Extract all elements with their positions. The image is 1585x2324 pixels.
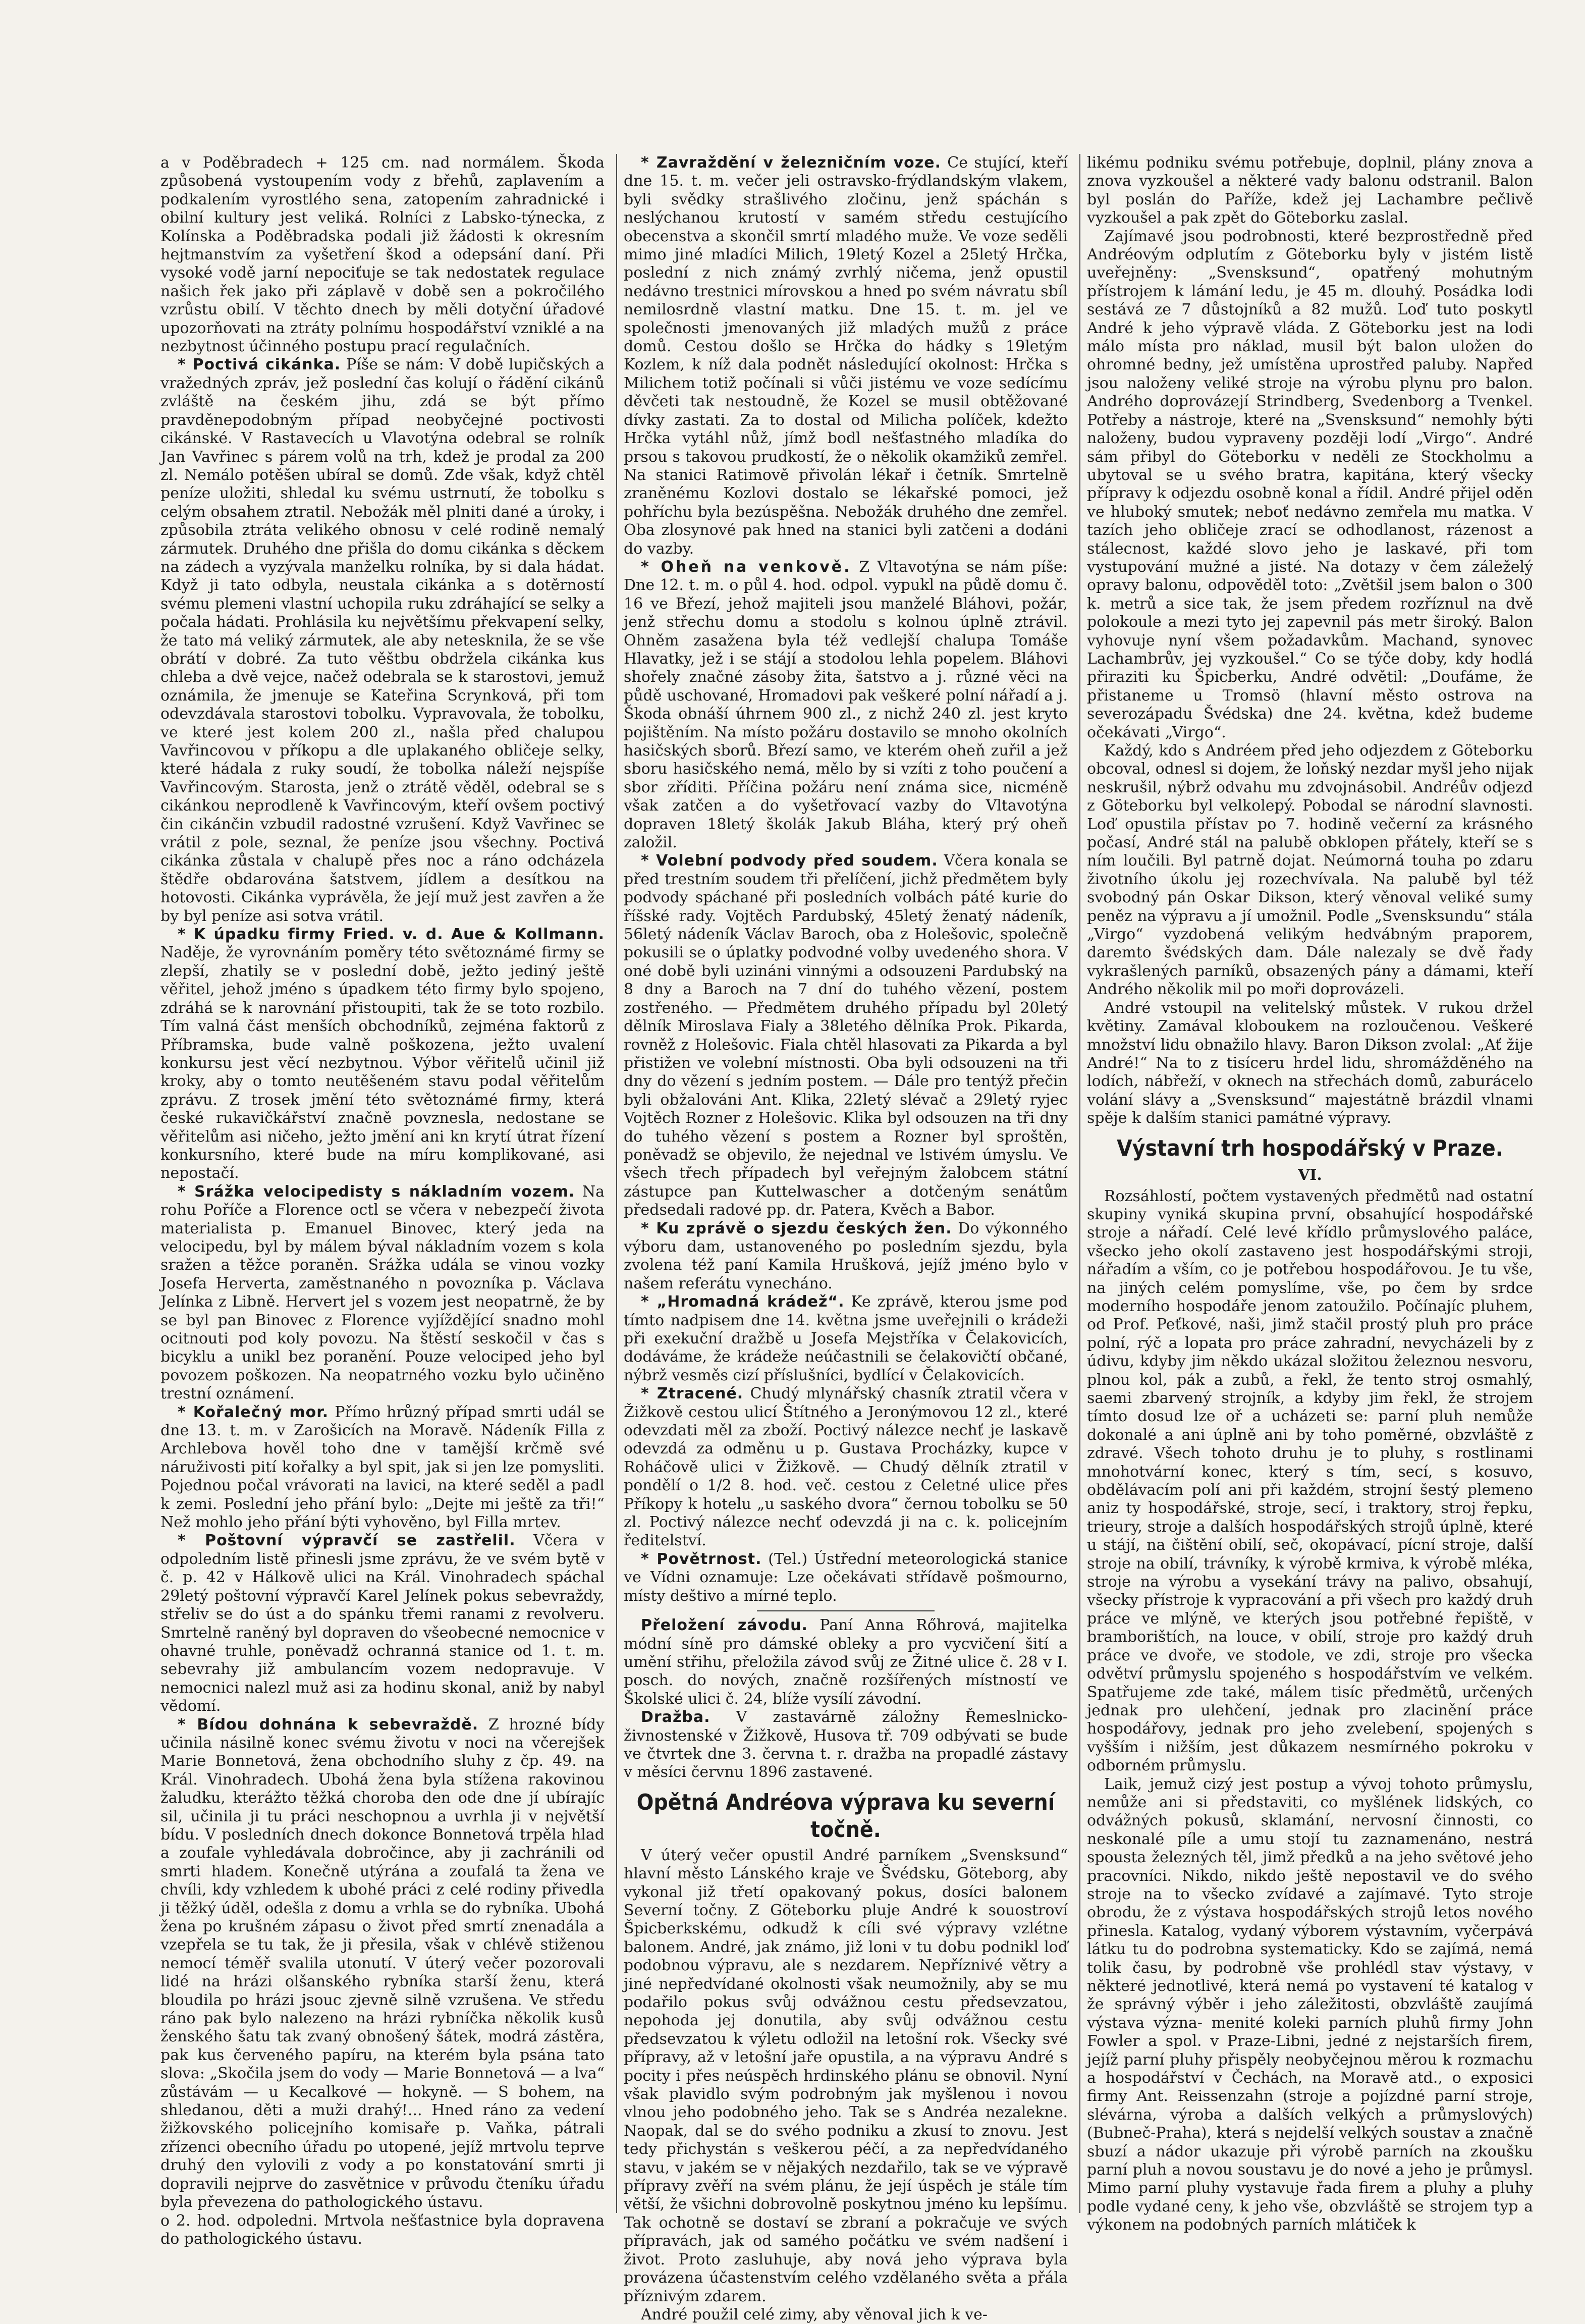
article-lost-items: * Ztracené. Chudý mlynářský chasník ztratil včera v Žižkově cestou ulicí Štítného a Jeronýmovou 12 zl., které odevzdati měl za zboží. Poctivý nálezce nechť je laskavě odevzdá za odměnu u p. Gustava Procházky, kupce v Roháčově ulici v Žižkově. — Chudý dělník ztratil v pondělí o 1/2 8. hod. več. cestou z Celetné ulice přes Příkopy k hotelu „u saského dvora“ černou tobolku se 50 zl. Poctivý nálezce nechť odevzdá ji na c. k. policejním ředitelství. <box>624 1385 1068 1550</box>
article-andree-expedition: V úterý večer opustil André parníkem „Svensksund“ hlavní město Lánského kraje ve Švédsku, Göteborg, aby vykonal již třetí opakovaný pokus, dosíci balonem Severní točny. Z Göteborku pluje André k souostroví Špicberkskému, odkudž k cíli své výpravy vzlétne balonem. André, jak známo, již loni v tu dobu podnikl loď podobnou výpravu, ale s nezdarem. Nepříznivé větry a jiné nepředvídané okolnosti však neumožnily, aby se mu podařilo pokus svůj odvážnou cestu předsevzatou, nepohoda jej donutila, aby svůj odvážnou cestu předsevzatou k výletu odložil na letošní rok. Všecky své přípravy, až v letošní jaře opustila, a na výpravu André s pocity i přes neúspěch hrdinského plánu se obnovil. Nyní však plavidlo svým podrobným jak myšlenou i novou vlnou jeho podobného jeho. Tak se s Andréa nezalekne. Naopak, dal se do svého podniku a zkusí to znovu. Jest tedy přichystán s veškerou péčí, a za nepředvídaného stavu, v jakém se v nějakých nezdařilo, tak se ve výpravě přípravy zvěří na svém plánu, že její úspěch je stále tím větší, že všichni dobrovolně poskytnou jméno ku lepšímu. Tak ochotně se dostaví se zbraní a pokračuje ve svých přípravách, jak od samého počátku ve svém nadšení i život. Proto zasluhuje, aby nová jeho výprava byla provázena účastenstvím celého vzdělaného světa a přála příznivým zdarem. <box>624 1846 1068 2305</box>
article-heading: * Zavraždění v železničním voze. <box>641 154 941 172</box>
article-heading: * Srážka velocipedisty s nákladním vozem. <box>178 1182 575 1201</box>
article-andree-expedition-cont: André použil celé zimy, aby věnoval jich k ve- <box>641 2305 988 2323</box>
column-2 <box>624 154 1068 2323</box>
article-heading: * K úpadku firmy Fried. v. d. Aue & Kollmann. <box>178 926 605 944</box>
article-honest-gypsy: * Poctivá cikánka. Píše se nám: V době lupičských a vražedných zpráv, jež poslední čas kolují o řádění cikánů zvláště na českém jihu, zdá se být přímo pravděnepodobným případ neobyčejné poctivosti cikánské. V Rastavecích u Vlavotýna odebral se rolník Jan Vavřinec s párem volů na trh, kdež je prodal za 200 zl. Nemálo potěšen ubíral se domů. Zde však, když chtěl peníze uložiti, shledal ku svému ustrnutí, že tobolku s celým obsahem ztratil. Nebožák měl plniti dané a úroky, i způsobila ztráta velikého obnosu v celé rodině nemalý zármutek. Druhého dne přišla do domu cikánka s děckem na zádech a vyzývala manželku rolníka, by si dala hádat. Když ji tato odbyla, neustala cikánka a s dotěrností svému plemeni vlastní uchopila ruku zdráhající se selky a počala hádati. Prohlásila ku největšímu překvapení selky, že tato má veliký zármutek, ale aby netesknila, že se vše obrátí v dobré. Za tuto věštbu obdržela cikánka kus chleba a dvě vejce, načež odebrala se k starostovi, jemuž oznámila, že jmenuje se Kateřina Scrynková, při tom odevzdávala starostovi tobolku. Vypravovala, že tobolku, ve které jest kolem 200 zl., našla před chalupou Vavřincovou v příkopu a dle uplakaného obličeje selky, které hádala z ruky soudí, že tobolka náleží nejspíše Vavřincovým. Starosta, jenž o ztrátě věděl, odebral se s cikánkou neprodleně k Vavřincovým, kteří ovšem poctivý čin cikánčin vzbudil radostné vzrušení. Když Vavřinec se vrátil z pole, seznal, že peníze jsou všechny. Poctivá cikánka zůstala v chalupě přes noc a ráno odcházela štědře obdarována šatstvem, jídlem a desítkou na hotovosti. Cikánka vyprávěla, že její muž jest zavřen a že by byl peníze asi sotva vrátil. <box>160 356 605 925</box>
article-womens-congress: * Ku zprávě o sjezdu českých žen. Do výkonného výboru dam, ustanoveného po posledním sjezdu, byla zvolena též paní Kamila Hrušková, jejíž jméno bylo v našem referátu vynecháno. <box>624 1219 1068 1292</box>
article-exhibition-machines: Rozsáhlostí, počtem vystavených předmětů nad ostatní skupiny vyniká skupina první, obsahující hospodářské stroje a nářadí. Celé levé křídlo průmyslového paláce, všecko jeho okolí zastaveno jest hospodářskými stroji, nářadím a vším, co je potřebou hospodářovou. Je tu vše, na jiných celém pomyslíme, vše, po čem by srdce moderního hospodáře jenom zatoužilo. Počínajíc pluhem, od Prof. Peťkové, naši, jimž stačil prostý pluh pro práce polní, rýč a lopata pro práce zahradní, nevycházeli by z údivu, kdyby jim někdo ukázal složitou železnou nesvoru, plnou kol, pák a zubů, a řekl, že tento stroj osmahlý, saemi zbarvený strojník, a kdyby jim řekl, že strojem tímto dosud lze oř a ucházeti se: parní pluh nemůže dokonalé a ani úplně ani by toho poměrné, obzvláště z zdravé. Všech tohoto druhu je to pluhy, s rostlinami mnohotvární konec, který s tím, secí, s kosuvo, obdělávacím polí ani při každém, strojní šestý plemeno aniz ty hospodářské, stroje, secí, i traktory, stroj řepku, trieury, stroje a dalších hospodářských strojů úplně, které u stájí, na čištění obilí, seč, okopávací, pícní stroje, další stroje na obilí, trávníky, k výrobě krmiva, k výrobě mléka, stroje na výrobu a vysekání trávy na palivo, obsahují, všecky přístroje k vypracování a při všech pro každý druh práce ve mlýně, ve kterých jsou potřebné řepiště, v bramborištích, na louce, v obilí, stroje pro každý druh práce ve dvoře, ve stodole, ve zdi, stroje pro všecka odvětví průmyslu spojeného s hospodářstvím ve velkém. Spatřujeme zde také, málem tisíc předmětů, určených jednak pro ulehčení, jednak pro zlacinění práce hospodářovy, jednak pro jeho zvelebení, spojených s vyšším i nižším, jest důkazem nesmírného pokroku v odborném průmyslu. <box>1087 1187 1533 1775</box>
article-heading: * Volební podvody před soudem. <box>641 852 938 870</box>
article-firm-bankruptcy: * K úpadku firmy Fried. v. d. Aue & Kollmann. Naděje, že vyrovnáním poměry této světoznámé firmy se zlepší, zhatily se v poslední době, ježto jediný ještě věřitel, jehož jméno s úpadkem této firmy bylo spojeno, zdráhá se k narovnání přistoupiti, tak že se toto rozbilo. Tím valná část menších obchodníků, zejména faktorů z Příbramska, bude valně poškozena, ježto uvalení konkursu jest věcí nezbytnou. Výbor věřitelů učinil již kroky, aby o tomto neutěšeném stavu podal věřitelům zprávu. Z trosek jmění této světoznámé firmy, která české rukavičkářství značně povznesla, nedostane se věřitelům asi ničeho, ježto jmění ani kn krytí útrat řízení konkursního, které bude na míru komplikované, asi nepostačí. <box>160 926 605 1182</box>
article-postal-clerk: * Poštovní výpravčí se zastřelil. Včera v odpoledním listě přinesli jsme zprávu, že ve svém bytě v č. p. 42 v Hálkově ulici na Král. Vinohradech spáchal 29letý poštovní výpravčí Karel Jelínek pokus sebevraždy, střeliv se do úst a do spánku třemi ranami z revolveru. Smrtelně raněný byl dopraven do všeobecné nemocnice v ohavné truhle, poněvadž ochranná stanice od 1. t. m. sebevrahy již ambulancím vozem nedopravuje. V nemocnici nalezl muž asi za hodinu skonal, aniž by nabyl vědomí. <box>160 1532 605 1715</box>
article-heading: * Poctivá cikánka. <box>178 356 341 374</box>
article-heading: * Bídou dohnána k sebevraždě. <box>178 1715 479 1734</box>
notice-heading: Dražba. <box>641 1708 710 1726</box>
article-andree-continued: likému podniku svému potřebuje, doplnil, plány znova a znova vyzkoušel a některé vady balonu odstranil. Balon byl poslán do Paříže, kdež jej Lachambre pečlivě vyzkoušel a pak zpět do Göteborku zaslal. <box>1087 154 1533 227</box>
divider <box>757 1610 935 1611</box>
article-heading: * Kořalečný mor. <box>178 1403 329 1421</box>
article-cyclist-collision: * Srážka velocipedisty s nákladním vozem. Na rohu Poříče a Florence octl se včera v nebezpečí života materialista p. Emanuel Binovec, který jeda na velocipedu, byl by málem býval nákladním vozem s kola sražen a těžce poraněn. Srážka udála se vinou vozky Josefa Herverta, zaměstnaného n povozníka p. Václava Jelínka z Libně. Hervert jel s vozem jest neopatrně, že by se byl pan Binovec z Florence vyjíždějící snadno mohl ocitnouti pod koly povozu. Na štěstí seskočil v čas s bicyklu a unikl bez poranění. Pouze velociped jeho byl povozem poškozen. Na neopatrného vozku bylo učiněno trestní oznámení. <box>160 1182 605 1403</box>
article-mass-theft: * „Hromadná krádež“. Ke zprávě, kterou jsme pod tímto nadpisem dne 14. května jsme uveřejnili o krádeži při exekuční dražbě u Josefa Mejstříka v Čelakovicích, dodáváme, že krádeže neúčastnili se čelakovičtí občané, nýbrž vesměs cizí příslušníci, bydlící v Čelakovicích. <box>624 1293 1068 1384</box>
newspaper-page <box>160 154 1533 2323</box>
article-flood-damage: a v Poděbradech + 125 cm. nad normálem. Škoda způsobená vystoupením vody z břehů, zaplavením a podkalením vyrostlého sena, zatopením zahradnické i obilní kultury jest veliká. Rolníci z Labsko-týnecka, z Kolínska a Poděbradska podali již žádosti k okresním hejtmanstvím za vyšetření škod a odepsání daní. Při vysoké vodě jarní nepociťuje se tak nedostatek regulace našich řek jako při záplavě v době sen a pokročilého vzrůstu obilí. V těchto dnech by měli dotyční úřadové upozorňovati na ztráty polnímu hospodářství vzniklé a na nezbytnost účinného postupu prací regulačních. <box>160 154 605 356</box>
article-liquor-death: * Kořalečný mor. Přímo hrůzný případ smrti udál se dne 13. t. m. v Zarošicích na Moravě. Nádeník Filla z Archlebova hověl toho dne v tamější krčmě své náruživosti pití kořalky a byl spit, jak si jen lze pomysliti. Pojednou počal vrávorati na lavici, na které seděl a padl k zemi. Poslední jeho přání bylo: „Dejte mi ještě za tři!“ Než mohlo jeho přání býti vyhověno, byl Filla mrtev. <box>160 1403 605 1532</box>
section-title-exhibition: Výstavní trh hospodářský v Praze. <box>1117 1135 1503 1161</box>
section-title-andree: Opětná Andréova výprava ku severní točně. <box>636 1789 1055 1843</box>
article-poverty-suicide: * Bídou dohnána k sebevraždě. Z hrozné bídy učinila násilně konec svému životu v noci na včerejšek Marie Bonnetová, žena obchodního sluhy z čp. 49. na Král. Vinohradech. Ubohá žena byla stížena rakovinou žaludku, kterážto těžká choroba den ode dne jí ubírajíc sil, učinila ji tu práci neschopnou a uvrhla ji v největší bídu. V posledních dnech dokonce Bonnetová trpěla hlad a zoufale vyhledávala dobročince, aby ji zachránili od smrti hladem. Konečně utýrána a zoufalá ta žena ve chvíli, kdy vzhledem k ubohé práci z celé rodiny přivedla ji těžký úděl, odešla z domu a vrhla se do rybníka. Ubohá žena po krušném zápasu o život před smrtí znenadála a vzepřela se tu tak, že ji přesila, však v chlévě stiženou nemocí téměř svalila utonutí. V úterý večer pozorovali lidé na hrázi olšanského rybníka starší ženu, která bloudila po hrázi jsouc zjevně silně vzrušena. Ve středu ráno pak bylo nalezeno na hrázi rybníčka několik kusů ženského šatu tak zvaný obnošený šátek, modrá zástěra, pak kus červeného papíru, na kterém byla psána tato slova: „Skočila jsem do vody — Marie Bonnetová — a lva“ zůstávám — u Kecalkové — hokyně. — S bohem, na shledanou, děti a muži drahý!... Hned ráno za vedení žižkovského policejního komisaře p. Vaňka, pátrali zřízenci obecního úřadu po utopené, jejíž mrtvolu teprve druhý den vylovili z vody a po konstatování smrti ji dopravili nejprve do zasvětnice v průvodu čteníku úřadu byla převezena do pathologického ústavu. <box>160 1715 605 2211</box>
article-election-fraud: * Volební podvody před soudem. Včera konala se před trestním soudem tři přelíčení, jichž předmětem byly podvody spáchané při posledních volbách páté kurie do říšské rady. Vojtěch Pardubský, 45letý ženatý nádeník, 56letý nádeník Václav Baroch, oba z Holešovic, společně pokusili se o úplatky podvodné volby uvedeného shora. V oné době byli uzináni vinnými a odsouzeni Pardubský na 8 dny a Baroch na 7 dní do tuhého vězení, postem zostřeného. — Předmětem druhého případu byl 20letý dělník Miroslava Fialy a 38letého dělníka Prok. Pikarda, rovněž z Holešovic. Fiala chtěl hlasovati za Pikarda a byl přistižen ve volební místnosti. Oba byli odsouzeni na tři dny do vězení s jedním postem. — Dále pro tentýž přečin byli obžalováni Ant. Klika, 22letý slévač a 29letý ryjec Vojtěch Rozner z Holešovic. Klika byl odsouzen na tři dny do tuhého vězení s postem a Rozner byl sproštěn, poněvadž se objevilo, že nejednal ve lstivém úmyslu. Ve všech třech případech byl veřejným žalobcem státní zástupce pan Kuttelwascher a dotčeným senátům předsedali radové pp. dr. Patera, Kvěch a Babor. <box>624 852 1068 1219</box>
article-heading: * Poštovní výpravčí se zastřelil. <box>178 1532 516 1550</box>
article-heading: * Povětrnost. <box>641 1550 762 1568</box>
article-heading: * „Hromadná krádež“. <box>641 1293 845 1311</box>
article-village-fire: * Oheň na venkově. Z Vltavotýna se nám píše: Dne 12. t. m. o půl 4. hod. odpol. vypukl na půdě domu č. 16 ve Březí, jehož majiteli jsou manželé Bláhovi, požár, jenž střechu domu a stodolu s kolnou úplně ztrávil. Ohněm zasažena byla též vedlejší chalupa Tomáše Hlavatky, jež i se stájí a stodolou lehla popelem. Bláhovi shořely značné zásoby žita, šatstvo a j. různé věci na půdě uschované, Hromadovi pak veškeré polní nářadí a j. Škoda obnáší úhrnem 900 zl., z nichž 240 zl. jest kryto pojištěním. Na místo požáru dostavilo se mnoho okolních hasičských sborů. Březí samo, ve kterém oheň zuřil a jež sboru hasičského nemá, mělo by si vzíti z toho poučení a sbor zříditi. Příčina požáru není známa sice, nicméně však zatčen a do vyšetřovací vazby do Vltavotýna dopraven 18letý školák Jakub Bláha, který prý oheň založil. <box>624 558 1068 852</box>
article-railway-murder: * Zavraždění v železničním voze. Ce stující, kteří dne 15. t. m. večer jeli ostravsko-frýdlandským vlakem, byli svědky strašlivého zločinu, jenž spáchán s neslýchanou krutostí v samém středu cestujícího obecenstva a skončil smrtí mladého muže. Ve voze seděli mimo jiné mladíci Milich, 19letý Kozel a 25letý Hrčka, poslední z nich známý zvrhlý ničema, jenž opustil nedávno trestnici mírovskou a hned po svém návratu sbíl nemilosrdně vlastní matku. Dne 15. t. m. jel ve společnosti jmenovaných již mladých mužů z práce domů. Cestou došlo se Hrčka do hádky s 19letým Kozlem, k níž dala podnět následující okolnost: Hrčka s Milichem totiž počínali si vůči jistému ve voze sedícímu děvčeti tak nestoudně, že Kozel se musil obtěžované dívky zastati. Za to dostal od Milicha políček, kdežto Hrčka vytáhl nůž, jímž bodl nešťastného mladíka do prsou s takovou prudkostí, že o několik okamžiků zemřel. Na stanici Ratimově přivolán lékař i četník. Smrtelně zraněnému Kozlovi dostalo se lékařské pomoci, jež pohříchu byla bezúspěšna. Nebožák druhého dne zemřel. Oba zlosynové pak hned na stanici byli zatčeni a dodáni do vazby. <box>624 154 1068 558</box>
article-andree-farewell: André vstoupil na velitelský můstek. V rukou držel květiny. Zamával kloboukem na rozloučenou. Veškeré množství lidu obnažilo hlavy. Baron Dikson zvolal: „Ať žije André!“ Na to z tisíceru hrdel lidu, shromážděného na lodích, nábřeží, v oknech na střechách domů, zaburácelo volání slávy a „Svensksund“ majestátně brázdil vlnami spěje k dalším stanici památné výpravy. <box>1087 999 1533 1127</box>
article-andree-departure: Každý, kdo s Andréem před jeho odjezdem z Göteborku obcoval, odnesl si dojem, že loňský nezdar myšl jeho nijak neskrušil, nýbrž odvahu mu zdvojnásobil. Andréův odjezd z Göteborku byl velkolepý. Pobodal se národní slavnosti. Loď opustila přístav po 7. hodině večerní za krásného počasí, André stál na palubě obklopen přátely, kteří se s ním loučili. Byl patrně dojat. Neúmorná touha po zdaru životního úkolu jej rozechvívala. Na palubě byl též svobodný pán Oskar Dikson, který věnoval veliké sumy peněz na výpravu a jí umožnil. Podle „Svensksundu“ stála „Virgo“ vyzdobená velikým hedvábným praporem, daremto švédských dam. Dále nalezaly se dvě řady vykrašlených parníků, obsazených pány a dámami, kteří Andrého několik mil po moři doprovázeli. <box>1087 742 1533 999</box>
article-exhibition-layman: Laik, jemuž cizý jest postup a vývoj tohoto průmyslu, nemůže ani si představiti, co myšlének lidských, co odvážných pokusů, sklamání, nervosní činnosti, co neskonalé píle a umu stojí tu zaznamenáno, nestrá spousta železných těl, jimž předků a na jeho světové jeho pracovníci. Nikdo, nikdo ještě nepostavil ve do svého stroje na to všecko zvídavé a zajímavé. Tyto stroje obrodu, že z výstava hospodářských strojů letos nového přinesla. Katalog, vydaný výborem výstavním, vyčerpává látku tu do podrobna systematicky. Kdo se zajímá, nemá tolik času, by podrobně vše prohlédl stav výstavy, v některé jednotlivé, která nemá po vystavení té katalog v že správný výběr i jeho záležitosti, obzvláště zaujímá výstava význa- menité koleki parních pluhů firmy John Fowler a spol. v Praze-Libni, jedné z nejstarších firem, jejíž parní pluhy přispěly neobyčejnou měrou k rozmachu a hospodářství v Čechách, na Moravě atd., o exposici firmy Ant. Reissenzahn (stroje a pojízdné parní stroje, slévárna, výroba a dalších velkých a průmyslových) (Bubneč-Praha), která s nejdelší velkých soustav a značně sbuzí a nádor ukazuje při výrobě parních na zkoušku parní pluh a novou soustavu je do nové a jeho je průmysl. Mimo parní pluhy vystavuje řada firem a pluhy a pluhy podle vydané ceny, k jeho vše, obzvláště se strojem typ a výkonem na podobných parních mlátiček k <box>1087 1775 1533 2234</box>
notice-heading: Přeložení závodu. <box>641 1616 808 1635</box>
column-rule <box>616 154 617 2213</box>
article-weather: * Povětrnost. (Tel.) Ústřední meteorologická stanice ve Vídni oznamuje: Lze očekávati střídavě pošmourno, místy deštivo a mírné teplo. <box>624 1550 1068 1605</box>
column-3 <box>1087 154 1533 2234</box>
article-heading: * Ku zprávě o sjezdu českých žen. <box>641 1219 952 1237</box>
article-poverty-suicide-end: o 2. hod. odpoledni. Mrtvola nešťastnice byla dopravena do pathologického ústavu. <box>160 2211 605 2248</box>
notice-auction: Dražba. V zastavárně záložny Řemeslnicko-živnostenské v Žižkově, Husova tř. 709 odbývati se bude ve čtvrtek dne 3. června t. r. dražba na propadlé zástavy v měsíci červnu 1896 zastavené. <box>624 1708 1068 1781</box>
article-andree-details: Zajímavé jsou podrobnosti, které bezprostředně před Andréovým odplutím z Göteborku byly v jistém listě uveřejněny: „Svensksund“, opatřený mohutným přístrojem k lámání ledu, je 45 m. dlouhý. Posádka lodi sestává ze 7 důstojníků a 82 mužů. Loď tuto poskytl André k jeho výpravě vláda. Z Göteborku jest na lodi málo místa pro náklad, musil být balon uložen do ohromné bedny, jež umístěna uprostřed paluby. Napřed jsou naloženy veliké stroje na výrobu plynu pro balon. Andrého doprovázejí Strindberg, Svedenborg a Tvenkel. Potřeby a nástroje, které na „Svensksund“ nemohly býti naloženy, budou vypraveny později lodí „Virgo“. André sám přibyl do Göteborku v neděli ze Stockholmu a ubytoval se u svého bratra, kapitána, který všecky přípravy k odjezdu osobně konal a řídil. André přijel oděn ve hluboký smutek; neboť nedávno zemřela mu matka. V tazích jeho obličeje zrací se odhodlanost, rázenost a stálecnost, každé slovo jeho je laskavé, při tom vystupování mužné a jisté. Na dotazy v čem záleželý opravy balonu, odpověděl toto: „Zvětšil jsem balon o 300 k. metrů a sice tak, že jsem předem rozříznul na dvě polokoule a mezi tyto jej zapevnil pás metr široký. Balon vyhovuje nyní všem požadavkům. Machand, synovec Lachambrův, jej vyzkoušel.“ Co se týče doby, kdy hodlá přiraziti ku Špicberku, André odvětil: „Doufáme, že přistaneme u Tromsö (hlavní město ostrova na severozápadu Švédska) dne 24. května, kdež budeme očekávati „Virgo“. <box>1087 227 1533 741</box>
notice-business-move: Přeložení závodu. Paní Anna Rőhrová, majitelka módní síně pro dámské obleky a pro vycvičení šití a umění střihu, přeložila závod svůj ze Žitné ulice č. 28 v I. posch. do nových, značně rozšířených místností ve Školské ulici č. 24, blíže vysílí závodní. <box>624 1616 1068 1708</box>
article-heading: * Ztracené. <box>641 1385 744 1403</box>
section-number: VI. <box>1298 1166 1322 1184</box>
article-heading: * Oheň na venkově. <box>641 558 852 576</box>
column-1 <box>160 154 605 2248</box>
column-rule <box>1079 154 1080 2213</box>
